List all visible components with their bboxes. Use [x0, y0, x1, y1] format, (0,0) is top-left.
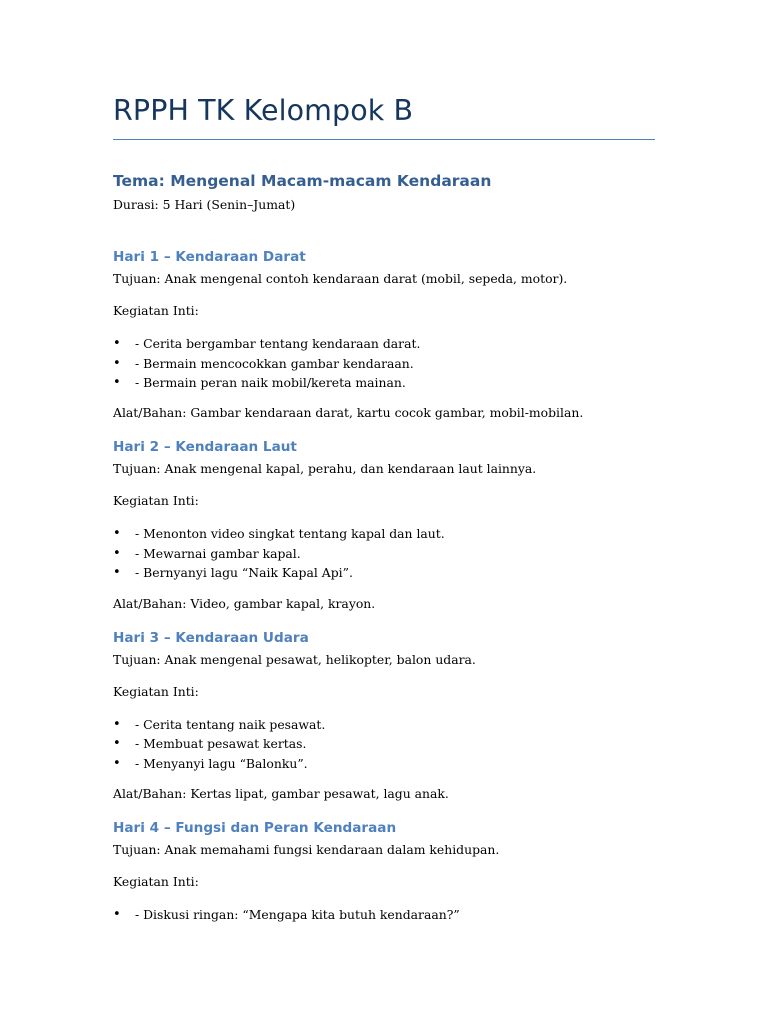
day-4-activities-label: Kegiatan Inti: — [113, 874, 199, 889]
document-title: RPPH TK Kelompok B — [113, 94, 414, 127]
bullet-icon: • — [113, 546, 121, 561]
bullet-icon: • — [113, 336, 121, 351]
day-1-activities-label: Kegiatan Inti: — [113, 303, 199, 318]
bullet-icon: • — [113, 756, 121, 771]
day-2-heading: Hari 2 – Kendaraan Laut — [113, 439, 297, 455]
list-item-text: - Cerita bergambar tentang kendaraan darat. — [135, 336, 421, 351]
duration-text: Durasi: 5 Hari (Senin–Jumat) — [113, 197, 296, 212]
bullet-icon: • — [113, 736, 121, 751]
list-item-text: - Diskusi ringan: “Mengapa kita butuh kendaraan?” — [135, 907, 460, 922]
list-item-text: - Menyanyi lagu “Balonku”. — [135, 756, 308, 771]
day-3-materials: Alat/Bahan: Kertas lipat, gambar pesawat, lagu anak. — [113, 786, 449, 801]
day-1-materials: Alat/Bahan: Gambar kendaraan darat, kartu cocok gambar, mobil-mobilan. — [113, 405, 584, 420]
day-4-goal: Tujuan: Anak memahami fungsi kendaraan dalam kehidupan. — [113, 842, 500, 857]
bullet-icon: • — [113, 356, 121, 371]
list-item-text: - Menonton video singkat tentang kapal dan laut. — [135, 526, 445, 541]
bullet-icon: • — [113, 907, 121, 922]
list-item-text: - Bermain mencocokkan gambar kendaraan. — [135, 356, 414, 371]
day-3-goal: Tujuan: Anak mengenal pesawat, helikopter, balon udara. — [113, 652, 476, 667]
list-item-text: - Mewarnai gambar kapal. — [135, 546, 301, 561]
list-item-text: - Membuat pesawat kertas. — [135, 736, 307, 751]
day-4-heading: Hari 4 – Fungsi dan Peran Kendaraan — [113, 820, 397, 836]
title-underline — [113, 139, 655, 140]
day-3-heading: Hari 3 – Kendaraan Udara — [113, 630, 309, 646]
list-item-text: - Bernyanyi lagu “Naik Kapal Api”. — [135, 565, 353, 580]
bullet-icon: • — [113, 375, 121, 390]
day-2-activities-label: Kegiatan Inti: — [113, 493, 199, 508]
day-3-activities-label: Kegiatan Inti: — [113, 684, 199, 699]
day-2-materials: Alat/Bahan: Video, gambar kapal, krayon. — [113, 596, 376, 611]
bullet-icon: • — [113, 717, 121, 732]
bullet-icon: • — [113, 526, 121, 541]
list-item-text: - Bermain peran naik mobil/kereta mainan. — [135, 375, 406, 390]
theme-heading: Tema: Mengenal Macam-macam Kendaraan — [113, 172, 492, 190]
bullet-icon: • — [113, 565, 121, 580]
list-item-text: - Cerita tentang naik pesawat. — [135, 717, 326, 732]
day-2-goal: Tujuan: Anak mengenal kapal, perahu, dan kendaraan laut lainnya. — [113, 461, 537, 476]
day-1-goal: Tujuan: Anak mengenal contoh kendaraan darat (mobil, sepeda, motor). — [113, 271, 568, 286]
day-1-heading: Hari 1 – Kendaraan Darat — [113, 249, 306, 265]
